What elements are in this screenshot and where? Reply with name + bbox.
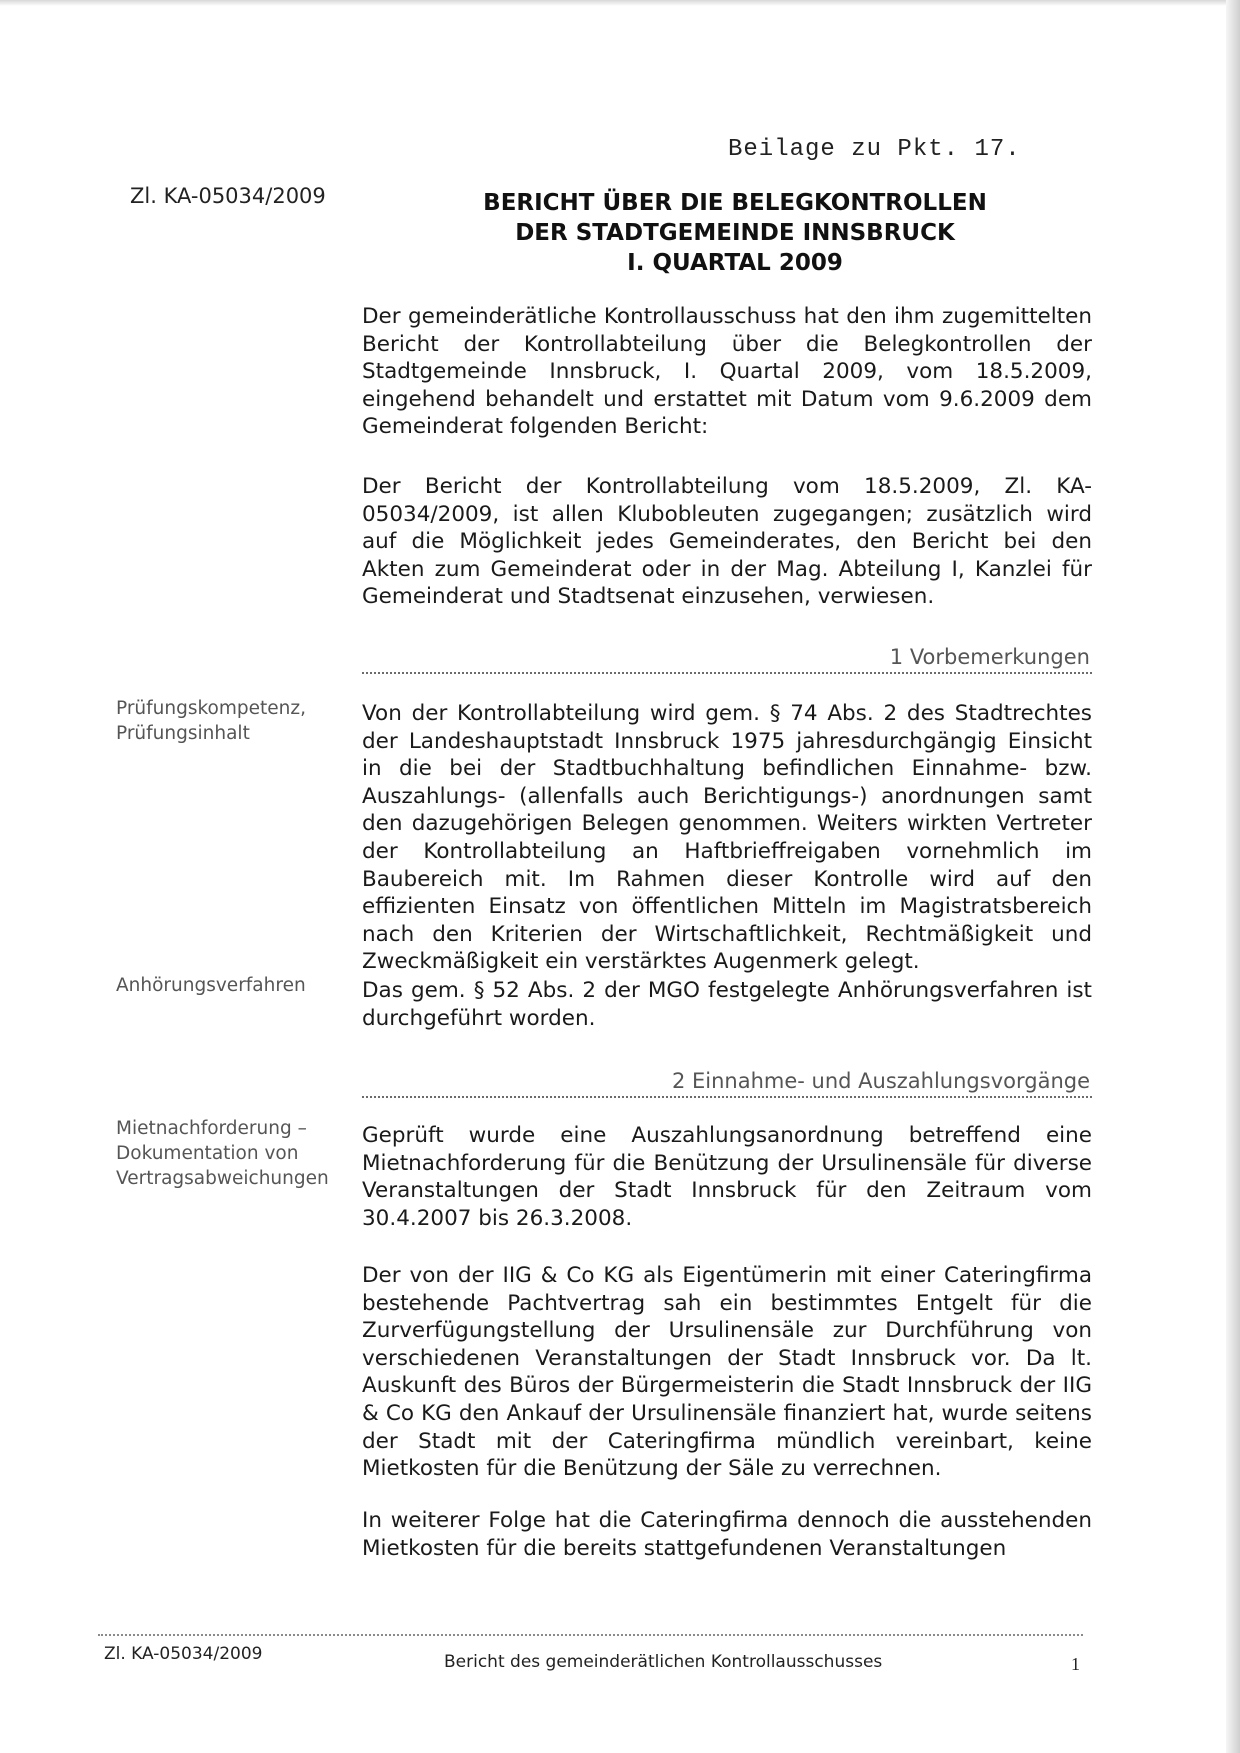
margin-note: Prüfungskompetenz, Prüfungsinhalt [116,698,306,744]
body-paragraph: Der von der IIG & Co KG als Eigentümerin mit einer Cateringfirma bestehende Pachtvertrag sah ein bestimmtes Entgelt für die Zurverfügungstellung der Ursulinensäle zur Durchführung von verschiedenen Veranstaltungen der Stadt Innsbruck vor. Da lt. Auskunft des Büros der Bürgermeisterin die Stadt Innsbruck der IIG & Co KG den Ankauf der Ursulinensäle finanziert hat, wurde seitens der Stadt mit der Cateringfirma mündlich vereinbart, keine Mietkosten für die Benützung der Säle zu verrechnen. [362,1263,1092,1482]
report-title-line: I. QUARTAL 2009 [627,250,843,276]
report-title-line: BERICHT ÜBER DIE BELEGKONTROLLEN [483,190,987,216]
body-paragraph: Geprüft wurde eine Auszahlungsanordnung betreffend eine Mietnachforderung für die Benützung der Ursulinensäle für diverse Veranstaltungen der Stadt Innsbruck für den Zeitraum vom 30.4.2007 bis 26.3.2008. [362,1123,1092,1231]
report-title [440,188,1030,278]
intro-paragraph: Der Bericht der Kontrollabteilung vom 18.5.2009, Zl. KA-05034/2009, ist allen Klubobleuten zugegangen; zusätzlich wird auf die Möglichkeit jedes Gemeinderates, den Bericht bei den Akten zum Gemeinderat oder in der Mag. Abteilung I, Kanzlei für Gemeinderat und Stadtsenat einzusehen, verwiesen. [362,474,1092,610]
section-heading-text: 2 Einnahme- und Auszahlungsvorgänge [671,1069,1090,1093]
reference-number: Zl. KA-05034/2009 [130,184,326,208]
section-heading-text: 1 Vorbemerkungen [889,645,1090,669]
scan-top-edge [0,0,1240,6]
intro-paragraph: Der gemeinderätliche Kontrollausschuss hat den ihm zugemittelten Bericht der Kontrollabteilung über die Belegkontrollen der Stadtgemeinde Innsbruck, I. Quartal 2009, vom 18.5.2009, eingehend behandelt und erstattet mit Datum vom 9.6.2009 dem Gemeinderat folgenden Bericht: [362,304,1092,440]
body-paragraph: Das gem. § 52 Abs. 2 der MGO festgelegte Anhörungsverfahren ist durchgeführt worden. [362,978,1092,1031]
section-heading [362,638,1092,674]
margin-note: Anhörungsverfahren [116,975,306,996]
scan-right-edge [1226,0,1240,1753]
margin-note: Mietnachforderung – Dokumentation von Vertragsabweichungen [116,1118,329,1189]
footer-title: Bericht des gemeinderätlichen Kontrollausschusses [444,1652,883,1672]
attachment-stamp: Beilage zu Pkt. 17. [728,136,1021,163]
body-paragraph: Von der Kontrollabteilung wird gem. § 74 Abs. 2 des Stadtrechtes der Landeshauptstadt Innsbruck 1975 jahresdurchgängig Einsicht in die bei der Stadtbuchhaltung befindlichen Einnahme- bzw. Auszahlungs- (allenfalls auch Berichtigungs-) anordnungen samt den dazugehörigen Belegen genommen. Weiters wirkten Vertreter der Kontrollabteilung an Haftbrieffreigaben vornehmlich im Baubereich mit. Im Rahmen dieser Kontrolle wird auf den effizienten Einsatz von öffentlichen Mitteln im Magistratsbereich nach den Kriterien der Wirtschaftlichkeit, Rechtmäßigkeit und Zweckmäßigkeit ein verstärktes Augenmerk gelegt. [362,701,1092,975]
page-number: 1 [1071,1654,1080,1674]
report-title-line: DER STADTGEMEINDE INNSBRUCK [515,220,955,246]
footer-reference: Zl. KA-05034/2009 [104,1644,263,1664]
section-heading [362,1062,1092,1098]
body-paragraph: In weiterer Folge hat die Cateringfirma dennoch die ausstehenden Mietkosten für die bereits stattgefundenen Veranstaltungen [362,1508,1092,1561]
footer-divider [98,1634,1083,1636]
